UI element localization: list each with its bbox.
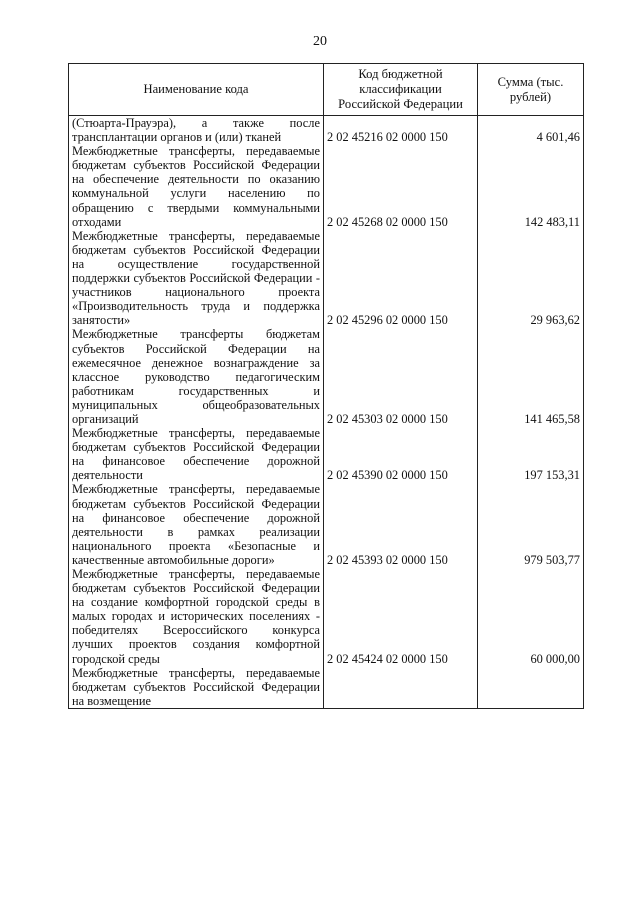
row-sum: 141 465,58 <box>478 327 584 426</box>
row-sum: 4 601,46 <box>478 116 584 145</box>
row-sum: 29 963,62 <box>478 229 584 328</box>
row-code <box>324 666 478 709</box>
row-code: 2 02 45393 02 0000 150 <box>324 482 478 567</box>
header-name: Наименование кода <box>69 64 324 116</box>
row-code: 2 02 45424 02 0000 150 <box>324 567 478 666</box>
table-row <box>69 116 584 145</box>
row-sum: 197 153,31 <box>478 426 584 482</box>
row-sum: 979 503,77 <box>478 482 584 567</box>
table-row <box>69 426 584 482</box>
budget-table <box>68 63 584 709</box>
table-row <box>69 327 584 426</box>
row-name: Межбюджетные трансферты, передаваемые бюджетам субъектов Российской Федерации на создание комфортной городской среды в малых городах и исторических поселениях - победителях Всероссийского конкурса лучших проектов создания комфортной городской среды <box>69 567 324 666</box>
row-name: Межбюджетные трансферты, передаваемые бюджетам субъектов Российской Федерации на обеспечение деятельности по оказанию коммунальной услуги населению по обращению с твердыми коммунальными отходами <box>69 144 324 229</box>
row-sum <box>478 666 584 709</box>
table-header-row <box>69 64 584 116</box>
header-code: Код бюджетной классификации Российской Федерации <box>324 64 478 116</box>
table-row <box>69 229 584 328</box>
row-code: 2 02 45268 02 0000 150 <box>324 144 478 229</box>
row-code: 2 02 45303 02 0000 150 <box>324 327 478 426</box>
row-name: Межбюджетные трансферты бюджетам субъектов Российской Федерации на ежемесячное денежное вознаграждение за классное руководство педагогическим работникам государственных и муниципальных общеобразовательных организаций <box>69 327 324 426</box>
row-code: 2 02 45216 02 0000 150 <box>324 116 478 145</box>
row-name: (Стюарта-Прауэра), а также после трансплантации органов и (или) тканей <box>69 116 324 145</box>
row-name: Межбюджетные трансферты, передаваемые бюджетам субъектов Российской Федерации на возмещение <box>69 666 324 709</box>
row-code: 2 02 45390 02 0000 150 <box>324 426 478 482</box>
header-sum: Сумма (тыс. рублей) <box>478 64 584 116</box>
table-row <box>69 666 584 709</box>
row-sum: 60 000,00 <box>478 567 584 666</box>
table-row <box>69 567 584 666</box>
table-row <box>69 144 584 229</box>
table-row <box>69 482 584 567</box>
row-name: Межбюджетные трансферты, передаваемые бюджетам субъектов Российской Федерации на осуществление государственной поддержки субъектов Российской Федерации - участников национального проекта «Производительность труда и поддержка занятости» <box>69 229 324 328</box>
row-name: Межбюджетные трансферты, передаваемые бюджетам субъектов Российской Федерации на финансовое обеспечение дорожной деятельности в рамках реализации национального проекта «Безопасные и качественные автомобильные дороги» <box>69 482 324 567</box>
row-code: 2 02 45296 02 0000 150 <box>324 229 478 328</box>
row-sum: 142 483,11 <box>478 144 584 229</box>
row-name: Межбюджетные трансферты, передаваемые бюджетам субъектов Российской Федерации на финансовое обеспечение дорожной деятельности <box>69 426 324 482</box>
page-number: 20 <box>313 34 327 49</box>
